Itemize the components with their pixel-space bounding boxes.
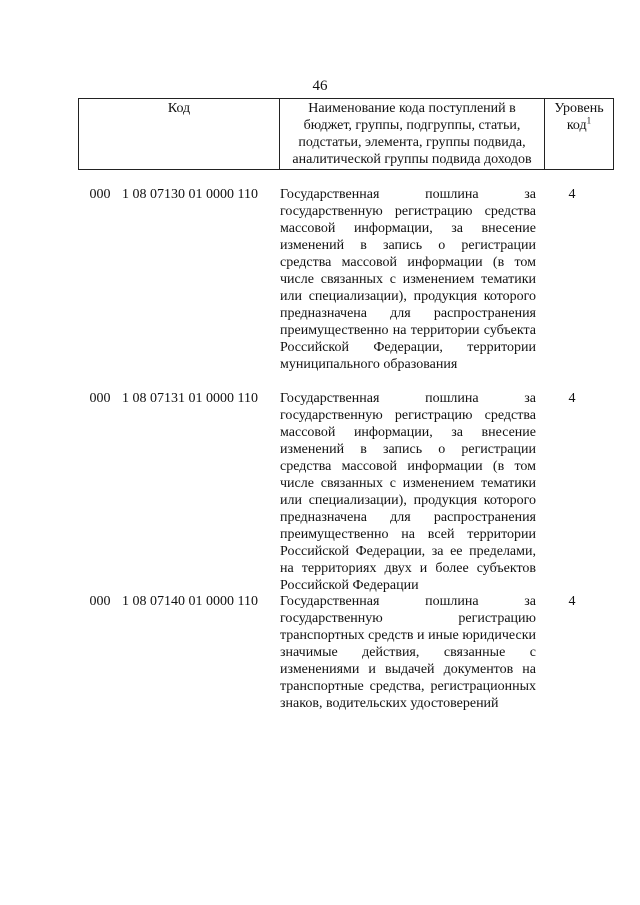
revenue-code: 1 08 07131 01 0000 110	[122, 391, 258, 406]
page-number: 46	[312, 78, 328, 94]
level-value: 4	[568, 187, 576, 202]
admin-code: 000	[89, 187, 111, 202]
admin-code: 000	[89, 594, 111, 609]
revenue-name: Государственная пошлина за государственную регистрацию средства массовой информации, за внесение изменений в запись о регистрации средства массовой информации (в том числе связанных с изменением тематики или специализации), продукция которого предназначена для распространения преимущественно на территории субъекта Российской Федерации, территории муниципального образования	[280, 187, 536, 372]
table-header-row	[79, 99, 614, 170]
level-value: 4	[568, 594, 576, 609]
header-name: Наименование кода поступлений в бюджет, группы, подгруппы, статьи, подстатьи, элемента, группы подвида, аналитической группы подвида доходов	[280, 99, 545, 170]
revenue-code: 1 08 07130 01 0000 110	[122, 187, 258, 202]
header-code: Код	[79, 99, 280, 170]
admin-code: 000	[89, 391, 111, 406]
revenue-name: Государственная пошлина за государственную регистрацию транспортных средств и иные юридически значимые действия, связанные с изменениями и выдачей документов на транспортные средства, регистрационных знаков, водительских удостоверений	[280, 594, 536, 711]
table-row	[78, 390, 604, 593]
table-header	[78, 98, 614, 170]
header-level	[545, 99, 614, 170]
revenue-name: Государственная пошлина за государственную регистрацию средства массовой информации, за внесение изменений в запись о регистрации средства массовой информации (в том числе связанных с изменением тематики или специализации), продукция которого предназначена для распространения преимущественно на всей территории Российской Федерации, за ее пределами, на территориях двух и более субъектов Российской Федерации	[280, 391, 536, 593]
table-row	[78, 186, 604, 390]
level-value: 4	[568, 391, 576, 406]
table-body	[78, 186, 604, 712]
header-level-label: Уровень код	[554, 101, 604, 133]
table-row	[78, 593, 604, 712]
revenue-code: 1 08 07140 01 0000 110	[122, 594, 258, 609]
header-level-footnote: 1	[586, 115, 592, 126]
